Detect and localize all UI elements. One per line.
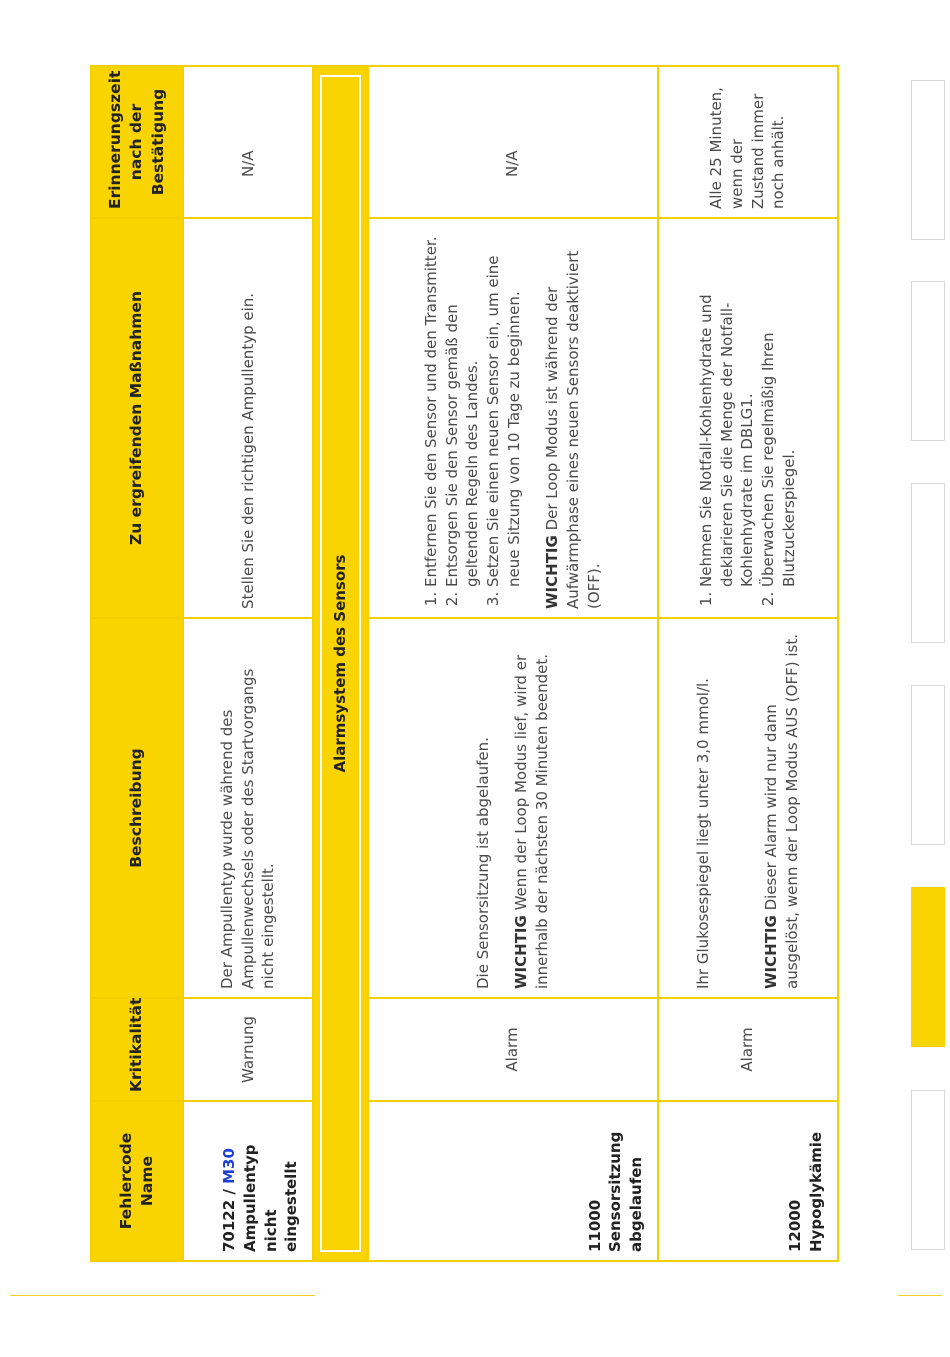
spacer [713, 627, 761, 989]
header-actions: Zu ergreifenden Maßnahmen [91, 218, 183, 618]
list-item: 2. Überwachen Sie regelmäßig Ihren Blutzuckerspiegel. [758, 227, 799, 587]
table-row [658, 66, 838, 1261]
criticality-cell: Alarm [368, 998, 658, 1101]
error-name-line: nicht [261, 1209, 280, 1252]
spacer [493, 627, 511, 989]
chapter-tab-5-active[interactable] [911, 887, 945, 1047]
error-name-line: eingestellt [282, 1161, 301, 1252]
list-item: 1. Nehmen Sie Notfall-Kohlenhydrate und deklarieren Sie die Menge der Notfall-Kohlenhydrate im DBLG1. [696, 227, 758, 587]
criticality-cell: Alarm [658, 998, 838, 1101]
important-note [761, 627, 802, 989]
error-code-link[interactable]: M30 [220, 1148, 239, 1184]
section-row [313, 66, 368, 1261]
important-text: Dieser Alarm wird nur dann ausgelöst, wenn der Loop Modus AUS (OFF) ist. [762, 634, 802, 989]
error-code-cell [658, 1101, 838, 1261]
reminder-cell: N/A [183, 66, 313, 218]
error-code: 70122 / M30 [220, 1148, 239, 1252]
header-reminder-line3: Bestätigung [148, 88, 167, 196]
action-cell [658, 218, 838, 618]
error-name-line: Ampullentyp [240, 1144, 259, 1252]
table-row [183, 66, 313, 1261]
important-label: WICHTIG [762, 915, 781, 989]
list-item: 2. Entsorgen Sie den Sensor gemäß den geltenden Regeln des Landes. [442, 227, 483, 587]
description-text: Die Sensorsitzung ist abgelaufen. [473, 737, 492, 989]
rotated-table-container [90, 67, 828, 1262]
action-important-note [542, 227, 604, 609]
header-row [91, 66, 183, 1261]
alarm-table [90, 65, 839, 1262]
important-text: Der Loop Modus ist während der Aufwärmphase eines neuen Sensors deaktiviert (OFF). [543, 250, 603, 609]
header-code-line1: Fehlercode [116, 1132, 135, 1230]
error-name-line: abgelaufen [627, 1156, 645, 1252]
header-reminder-line1: Erinnerungszeit [105, 70, 124, 209]
header-criticality: Kritikalität [91, 998, 183, 1101]
header-reminder [91, 66, 183, 218]
error-code-cell [368, 1101, 658, 1261]
header-code-name [91, 1101, 183, 1261]
list-item: 1. Entfernen Sie den Sensor und den Transmitter. [421, 227, 442, 587]
error-name-line: Hypoglykämie [807, 1131, 825, 1252]
chapter-tab-3[interactable] [911, 483, 945, 643]
action-cell: Stellen Sie den richtigen Ampullentyp ein. [183, 218, 313, 618]
footer-rule-left [10, 1295, 315, 1296]
spacer [524, 227, 542, 609]
criticality-cell: Warnung [183, 998, 313, 1101]
chapter-tab-6[interactable] [911, 1090, 945, 1250]
error-code: 11000 [585, 1199, 604, 1252]
action-steps [421, 227, 524, 609]
error-name-line: Sensorsitzung [606, 1131, 625, 1252]
footer-rule-right [898, 1295, 942, 1296]
chapter-tab-2[interactable] [911, 281, 945, 441]
important-text: Wenn der Loop Modus lief, wird er innerhalb der nächsten 30 Minuten beendet. [512, 653, 552, 989]
error-code-cell [183, 1101, 313, 1261]
description-text: Ihr Glukosespiegel liegt unter 3,0 mmol/l. [693, 678, 712, 989]
error-code: 12000 [786, 1199, 805, 1252]
action-steps [696, 227, 799, 609]
reminder-cell: N/A [368, 66, 658, 218]
chapter-tab-4[interactable] [911, 685, 945, 845]
description-cell [368, 618, 658, 998]
section-title: Alarmsystem des Sensors [320, 75, 361, 1252]
important-note [511, 627, 552, 989]
header-code-line2: Name [138, 1155, 156, 1207]
reminder-cell: Alle 25 Minuten, wenn der Zustand immer noch anhält. [658, 66, 838, 218]
important-label: WICHTIG [512, 915, 531, 989]
list-item: 3. Setzen Sie einen neuen Sensor ein, um eine neue Sitzung von 10 Tage zu beginnen. [483, 227, 524, 587]
action-cell [368, 218, 658, 618]
section-cell [313, 66, 368, 1261]
chapter-tab-1[interactable] [911, 80, 945, 240]
description-cell [658, 618, 838, 998]
header-description: Beschreibung [91, 618, 183, 998]
description-cell: Der Ampullentyp wurde während des Ampullenwechsels oder des Startvorgangs nicht eingestellt. [183, 618, 313, 998]
header-reminder-line2: nach der [127, 103, 146, 181]
table-row [368, 66, 658, 1261]
important-label: WICHTIG [543, 535, 562, 609]
